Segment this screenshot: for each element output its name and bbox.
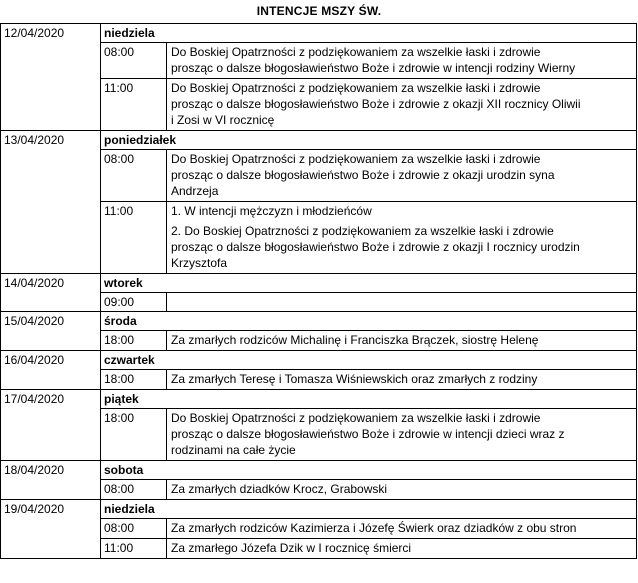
right-border — [636, 330, 637, 350]
day-row-border — [100, 149, 637, 150]
left-border — [0, 78, 1, 130]
date-column-border — [100, 273, 101, 292]
day-bottom-border — [0, 389, 637, 390]
date-column-border — [100, 350, 101, 369]
date-cell: 14/04/2020 — [4, 276, 65, 290]
date-column-border — [100, 538, 101, 558]
time-column-border — [166, 408, 167, 460]
day-name-cell: niedziela — [104, 26, 155, 40]
intention-text-line: prosząc o dalsze błogosławieństwo Boże i zdrowie w intencji dzieci wraz z — [171, 427, 565, 441]
right-border — [636, 42, 637, 78]
date-column-border — [100, 369, 101, 389]
right-border — [636, 460, 637, 479]
intention-text-line: Do Boskiej Opatrzności z podziękowaniem za wszelkie łaski i zdrowie — [171, 152, 541, 166]
mass-row-border — [100, 538, 637, 539]
mass-time-cell: 08:00 — [104, 521, 135, 535]
day-bottom-border — [0, 558, 637, 559]
right-border — [636, 389, 637, 408]
date-column-border — [100, 389, 101, 408]
time-column-border — [166, 369, 167, 389]
mass-time-cell: 09:00 — [104, 295, 135, 309]
date-column-border — [100, 78, 101, 130]
date-cell: 19/04/2020 — [4, 502, 65, 516]
day-name-cell: środa — [104, 314, 137, 328]
date-column-border — [100, 42, 101, 78]
right-border — [636, 479, 637, 499]
day-row-border — [100, 369, 637, 370]
right-border — [636, 350, 637, 369]
time-column-border — [166, 292, 167, 311]
day-row-border — [100, 518, 637, 519]
date-column-border — [100, 23, 101, 42]
right-border — [636, 292, 637, 311]
intention-text-line: Andrzeja — [171, 184, 219, 198]
left-border — [0, 311, 1, 330]
day-bottom-border — [0, 311, 637, 312]
left-border — [0, 479, 1, 499]
day-name-cell: poniedziałek — [104, 133, 177, 147]
time-column-border — [166, 538, 167, 558]
date-column-border — [100, 149, 101, 201]
day-bottom-border — [0, 273, 637, 274]
date-cell: 17/04/2020 — [4, 392, 65, 406]
intention-text-line: prosząc o dalsze błogosławieństwo Boże i zdrowie z okazji XII rocznicy Oliwii — [171, 97, 581, 111]
intention-text-line: prosząc o dalsze błogosławieństwo Boże i zdrowie z okazji urodzin syna — [171, 168, 555, 182]
left-border — [0, 499, 1, 518]
date-cell: 16/04/2020 — [4, 353, 65, 367]
left-border — [0, 518, 1, 538]
left-border — [0, 201, 1, 273]
mass-time-cell: 18:00 — [104, 411, 135, 425]
intention-text-line: 1. W intencji mężczyzn i młodzieńców — [171, 204, 372, 218]
day-bottom-border — [0, 460, 637, 461]
time-column-border — [166, 42, 167, 78]
mass-time-cell: 11:00 — [104, 204, 134, 218]
date-column-border — [100, 479, 101, 499]
date-column-border — [100, 408, 101, 460]
right-border — [636, 538, 637, 558]
right-border — [636, 518, 637, 538]
date-column-border — [100, 130, 101, 149]
day-name-cell: czwartek — [104, 353, 155, 367]
time-column-border — [166, 78, 167, 130]
intention-text-line: Za zmarłych dziadków Krocz, Grabowski — [171, 482, 388, 496]
day-name-cell: wtorek — [104, 276, 143, 290]
mass-row-border — [100, 201, 637, 202]
left-border — [0, 538, 1, 558]
mass-row-border — [100, 78, 637, 79]
time-column-border — [166, 201, 167, 273]
day-name-cell: sobota — [104, 463, 144, 477]
left-border — [0, 330, 1, 350]
intention-text-line: Za zmarłych Teresę i Tomasza Wiśniewskich oraz zmarłych z rodziny — [171, 372, 538, 386]
mass-time-cell: 18:00 — [104, 372, 135, 386]
day-bottom-border — [0, 499, 637, 500]
time-column-border — [166, 149, 167, 201]
title-bottom-border — [0, 23, 637, 24]
intention-text-line: Za zmarłych rodziców Michalinę i Franciszka Brączek, siostrę Helenę — [171, 333, 539, 347]
day-bottom-border — [0, 130, 637, 131]
left-border — [0, 369, 1, 389]
left-border — [0, 408, 1, 460]
sheet-title: INTENCJE MSZY ŚW. — [256, 4, 382, 18]
date-cell: 12/04/2020 — [4, 26, 65, 40]
time-column-border — [166, 518, 167, 538]
date-column-border — [100, 460, 101, 479]
right-border — [636, 311, 637, 330]
day-bottom-border — [0, 350, 637, 351]
right-border — [636, 130, 637, 149]
day-row-border — [100, 292, 637, 293]
intention-text-line: Za zmarłych rodziców Kazimierza i Józefę Świerk oraz dziadków z obu stron — [171, 521, 577, 535]
left-border — [0, 273, 1, 292]
date-column-border — [100, 292, 101, 311]
left-border — [0, 460, 1, 479]
intention-text-line: Krzysztofa — [171, 256, 228, 270]
date-cell: 18/04/2020 — [4, 463, 65, 477]
right-border — [636, 369, 637, 389]
intention-text-line: prosząc o dalsze błogosławieństwo Boże i zdrowie z okazji I rocznicy urodzin — [171, 240, 580, 254]
left-border — [0, 149, 1, 201]
day-row-border — [100, 408, 637, 409]
left-border — [0, 42, 1, 78]
intention-text-line: Do Boskiej Opatrzności z podziękowaniem za wszelkie łaski i zdrowie — [171, 411, 541, 425]
mass-time-cell: 11:00 — [104, 541, 134, 555]
mass-time-cell: 08:00 — [104, 152, 135, 166]
left-border — [0, 292, 1, 311]
intention-text-line: prosząc o dalsze błogosławieństwo Boże i zdrowie w intencji rodziny Wierny — [171, 61, 576, 75]
intention-text-line: 2. Do Boskiej Opatrzności z podziękowaniem za wszelkie łaski i zdrowie — [171, 224, 554, 238]
date-column-border — [100, 201, 101, 273]
date-column-border — [100, 518, 101, 538]
right-border — [636, 149, 637, 201]
time-column-border — [166, 479, 167, 499]
intention-text-line: Za zmarłego Józefa Dzik w I rocznicę śmierci — [171, 541, 412, 555]
intention-text-line: rodzinami na całe życie — [171, 443, 296, 457]
date-cell: 15/04/2020 — [4, 314, 65, 328]
right-border — [636, 23, 637, 42]
date-column-border — [100, 499, 101, 518]
right-border — [636, 201, 637, 273]
day-row-border — [100, 42, 637, 43]
left-border — [0, 389, 1, 408]
mass-time-cell: 08:00 — [104, 45, 135, 59]
mass-time-cell: 11:00 — [104, 81, 134, 95]
date-cell: 13/04/2020 — [4, 133, 65, 147]
left-border — [0, 130, 1, 149]
date-column-border — [100, 330, 101, 350]
day-row-border — [100, 479, 637, 480]
date-column-border — [100, 311, 101, 330]
right-border — [636, 408, 637, 460]
intention-text-line: Do Boskiej Opatrzności z podziękowaniem za wszelkie łaski i zdrowie — [171, 81, 541, 95]
day-row-border — [100, 330, 637, 331]
mass-time-cell: 08:00 — [104, 482, 135, 496]
intention-text-line: i Zosi w VI rocznicę — [171, 113, 275, 127]
time-column-border — [166, 330, 167, 350]
day-name-cell: niedziela — [104, 502, 155, 516]
right-border — [636, 78, 637, 130]
intention-text-line: Do Boskiej Opatrzności z podziękowaniem za wszelkie łaski i zdrowie — [171, 45, 541, 59]
left-border — [0, 350, 1, 369]
right-border — [636, 273, 637, 292]
left-border — [0, 23, 1, 42]
right-border — [636, 499, 637, 518]
mass-time-cell: 18:00 — [104, 333, 135, 347]
day-name-cell: piątek — [104, 392, 139, 406]
